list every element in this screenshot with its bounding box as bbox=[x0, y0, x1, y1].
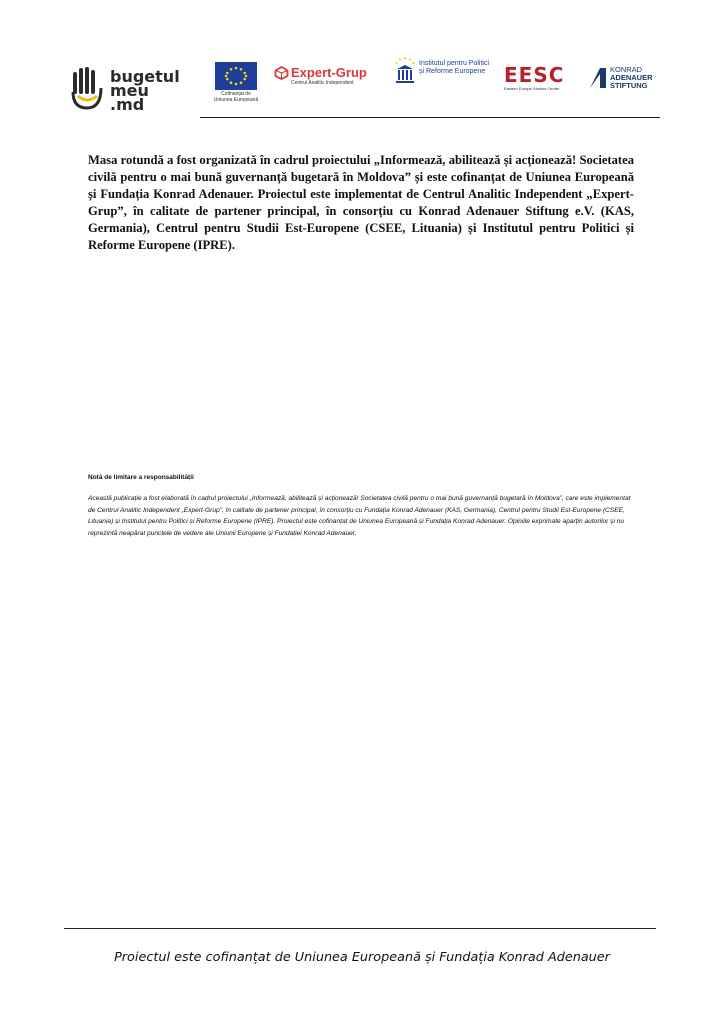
disclaimer-title: Notă de limitare a responsabilității bbox=[88, 474, 194, 481]
kas-line: KONRAD bbox=[610, 65, 643, 74]
footer-text: Proiectul este cofinanțat de Uniunea Europeană și Fundația Konrad Adenauer bbox=[114, 950, 610, 965]
eu-caption: Cofinanțat de Uniunea Europeană bbox=[213, 91, 259, 103]
ipre-emblem-icon bbox=[392, 56, 418, 88]
disclaimer-body: Această publicație a fost elaborată în cadrul proiectului „Informează, abilitează și acționează! Societatea civilă pentru o mai bună guvernanță bugetară în Moldova”, care este implementat de Centrul Analitic Independent „Expert-Grup”, în calitate de partener principal, în consorțiu cu Fundația Konrad Adenauer (KAS, Germania), Centrul pentru Studii Est-Europene (CSEE, Lituania) și Institutul pentru Politici și Reforme Europene (IPRE). Proiectul este cofinanțat de Uniunea Europeană și Fundația Konrad Adenauer. Opiniile exprimate aparțin autorilor și nu reprezintă neapărat punctele de vedere ale Uniunii Europene și Fundației Konrad Adenauer. bbox=[88, 495, 631, 537]
kas-logo bbox=[588, 66, 668, 94]
header-divider bbox=[200, 117, 660, 118]
kas-line: ADENAUER bbox=[610, 73, 653, 82]
logo-text: meu bbox=[110, 81, 149, 100]
ipre-logo bbox=[392, 56, 492, 98]
cube-icon bbox=[274, 66, 289, 80]
eu-flag-icon bbox=[215, 62, 257, 90]
hand-icon bbox=[70, 66, 104, 110]
bugetul-meu-logo bbox=[70, 66, 180, 120]
main-paragraph: Masa rotundă a fost organizată în cadrul proiectului „Informează, abilitează și acționează! Societatea civilă pentru o mai bună guvernanță bugetară în Moldova” și este cofinanțat de Uniunea Europeană și Fundația Konrad Adenauer. Proiectul este implementat de Centrul Analitic Independent „Expert-Grup”, în calitate de partener principal, în consorțiu cu Konrad Adenauer Stiftung e.V. (KAS, Germania), Centrul pentru Studii Est-Europene (CSEE, Lituania) și Institutul pentru Politici și Reforme Europene (IPRE). bbox=[88, 153, 634, 252]
expert-grup-logo bbox=[274, 66, 374, 96]
logo-text: bugetul bbox=[110, 67, 180, 86]
ipre-text: Institutul pentru Politici și Reforme Europene bbox=[419, 60, 490, 75]
kas-emblem-icon bbox=[588, 66, 608, 90]
header bbox=[0, 0, 724, 120]
logo-text: .md bbox=[110, 95, 145, 114]
expert-grup-title: Expert-Grup bbox=[291, 65, 367, 80]
eesc-logo bbox=[504, 64, 574, 98]
eesc-title: EESC bbox=[504, 63, 565, 87]
eesc-subtitle: Eastern Europe Studies Centre bbox=[504, 86, 560, 91]
eu-logo bbox=[212, 62, 260, 106]
kas-line: STIFTUNG bbox=[610, 81, 648, 90]
expert-grup-subtitle: Centrul Analitic Independent bbox=[291, 80, 354, 86]
footer-divider bbox=[64, 928, 656, 929]
